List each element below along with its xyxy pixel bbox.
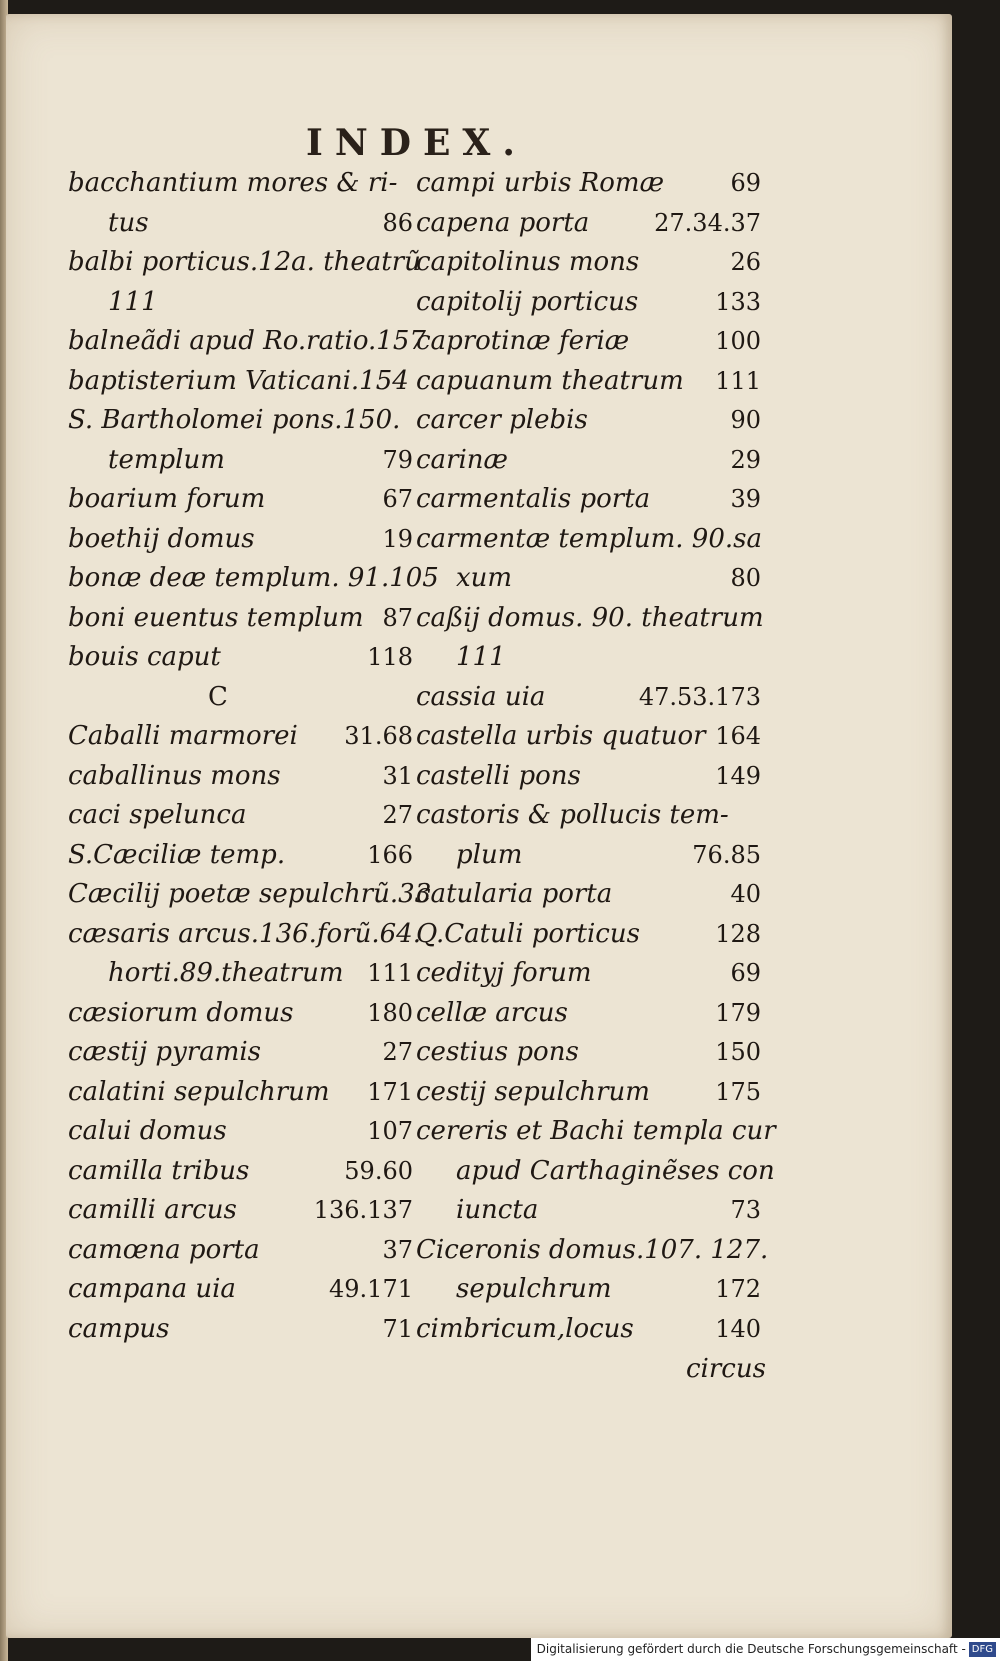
index-term: cestius pons xyxy=(416,1037,579,1067)
index-entry xyxy=(416,875,761,915)
index-entry xyxy=(68,559,439,599)
index-term: capitolinus mons xyxy=(416,247,640,277)
index-entry xyxy=(68,1073,413,1113)
index-page-number: 29 xyxy=(730,445,761,474)
index-entry xyxy=(68,1270,413,1310)
index-page-number: 111 xyxy=(715,366,761,395)
index-entry xyxy=(68,1152,413,1192)
index-term: bouis caput xyxy=(68,642,221,672)
index-entry xyxy=(68,1191,413,1231)
index-entry xyxy=(416,441,761,481)
index-entry xyxy=(416,1033,761,1073)
index-page-number: 140 xyxy=(715,1314,761,1343)
index-page-number: 164 xyxy=(715,722,761,750)
index-term: cæsaris arcus.136.forũ.64. xyxy=(68,918,421,949)
index-term: calatini sepulchrum xyxy=(68,1076,330,1107)
index-entry xyxy=(68,836,413,876)
index-page-number: 79 xyxy=(382,445,413,474)
index-term: bonæ deæ templum. 91.105 xyxy=(68,563,439,593)
digitization-footer xyxy=(531,1638,1000,1661)
index-entry xyxy=(416,1191,761,1231)
index-term: bacchantium mores & ri- xyxy=(68,168,398,198)
index-entry xyxy=(416,559,761,599)
index-term: caci spelunca xyxy=(68,800,247,830)
index-page-number: 86 xyxy=(382,208,413,237)
index-term: C xyxy=(208,681,228,712)
index-entry xyxy=(416,1152,775,1192)
index-page-number: 67 xyxy=(382,485,413,513)
index-page-number: 100 xyxy=(715,327,761,355)
index-term: xum xyxy=(456,563,513,593)
index-term: camœna porta xyxy=(68,1234,260,1265)
index-entry xyxy=(68,283,413,323)
index-term: calui domus xyxy=(68,1116,227,1146)
index-entry xyxy=(68,243,421,283)
index-page-number: 172 xyxy=(715,1275,761,1303)
index-term: cæstij pyramis xyxy=(68,1037,262,1067)
index-page-number: 71 xyxy=(382,1314,413,1343)
index-term: capitolij porticus xyxy=(416,286,639,317)
index-column-left xyxy=(68,164,439,1349)
index-page-number: 26 xyxy=(730,248,761,276)
index-entry xyxy=(416,362,761,402)
index-term: tus xyxy=(108,207,149,238)
index-page-number: 27 xyxy=(382,801,413,829)
index-term: Ciceronis domus.107. 127. xyxy=(416,1234,769,1265)
index-page-number: 90 xyxy=(730,406,761,434)
page-title: INDEX. xyxy=(306,122,527,164)
index-entry xyxy=(416,1310,761,1350)
index-term: capuanum theatrum xyxy=(416,365,684,396)
index-page-number: 27 xyxy=(382,1038,413,1066)
index-entry xyxy=(68,520,413,560)
index-entry xyxy=(68,480,413,520)
index-page-number: 133 xyxy=(715,287,761,316)
index-page-number: 87 xyxy=(382,603,413,632)
index-term: balneãdi apud Ro.ratio.157 xyxy=(68,326,426,356)
index-entry xyxy=(416,638,761,678)
index-page-number: 37 xyxy=(382,1235,413,1264)
index-page-number: 40 xyxy=(730,880,761,908)
index-term: cassia uia xyxy=(416,681,546,712)
index-term: cimbricum,locus xyxy=(416,1313,634,1344)
index-entry xyxy=(416,954,761,994)
index-entry xyxy=(416,796,761,836)
index-entry xyxy=(416,599,764,639)
index-term: sepulchrum xyxy=(456,1274,612,1304)
index-term: 111 xyxy=(108,286,158,317)
index-entry xyxy=(416,757,761,797)
index-term: boni euentus templum xyxy=(68,602,364,633)
index-page-number: 111 xyxy=(367,959,413,987)
index-page-number: 69 xyxy=(730,169,761,197)
index-entry xyxy=(68,401,413,441)
index-entry xyxy=(68,441,413,481)
index-term: carmentæ templum. 90.sa xyxy=(416,523,762,554)
index-page-number: 180 xyxy=(367,998,413,1027)
index-term: castelli pons xyxy=(416,760,581,791)
index-entry xyxy=(416,164,761,204)
index-page-number: 69 xyxy=(730,959,761,987)
index-term: balbi porticus.12a. theatrũ xyxy=(68,247,421,277)
index-term: plum xyxy=(456,839,523,870)
index-page-number: 179 xyxy=(715,998,761,1027)
index-entry xyxy=(416,283,761,323)
index-term: baptisterium Vaticani.154 xyxy=(68,365,409,396)
index-term: campana uia xyxy=(68,1274,236,1304)
index-page-number: 47.53.173 xyxy=(638,682,761,711)
index-page-number: 149 xyxy=(715,761,761,790)
index-entry xyxy=(68,954,413,994)
index-entry xyxy=(68,796,413,836)
index-page-number: 175 xyxy=(715,1077,761,1106)
index-term: castella urbis quatuor xyxy=(416,721,706,751)
index-entry xyxy=(416,243,761,283)
index-entry xyxy=(416,994,761,1034)
index-entry xyxy=(68,1231,413,1271)
index-term: catularia porta xyxy=(416,879,613,909)
index-entry xyxy=(68,204,413,244)
index-entry xyxy=(68,915,421,955)
catchword: circus xyxy=(686,1354,766,1384)
index-term: cellæ arcus xyxy=(416,997,568,1028)
index-page-number: 166 xyxy=(367,840,413,869)
index-entry xyxy=(68,599,413,639)
index-term: carmentalis porta xyxy=(416,484,651,514)
index-term: cæsiorum domus xyxy=(68,997,294,1028)
index-entry xyxy=(416,204,761,244)
index-page-number: 136.137 xyxy=(313,1196,413,1224)
index-letter-heading xyxy=(68,678,413,718)
index-term: caßij domus. 90. theatrum xyxy=(416,602,764,633)
index-term: cedityj forum xyxy=(416,958,592,988)
index-column-right xyxy=(416,164,776,1349)
index-page-number: 171 xyxy=(367,1077,413,1106)
index-page-number: 118 xyxy=(367,643,413,671)
index-page-number: 39 xyxy=(730,485,761,513)
index-term: carcer plebis xyxy=(416,405,588,435)
book-page xyxy=(6,14,952,1638)
index-term: castoris & pollucis tem- xyxy=(416,800,729,830)
index-entry xyxy=(68,638,413,678)
index-entry xyxy=(68,322,426,362)
index-entry xyxy=(416,1073,761,1113)
index-term: Caballi marmorei xyxy=(68,721,298,751)
index-term: cestij sepulchrum xyxy=(416,1076,650,1107)
index-entry xyxy=(416,480,761,520)
index-page-number: 73 xyxy=(730,1196,761,1224)
index-term: boethij domus xyxy=(68,523,255,554)
index-entry xyxy=(416,1112,776,1152)
index-page-number: 150 xyxy=(715,1038,761,1066)
index-term: 111 xyxy=(456,642,506,672)
index-entry xyxy=(68,1112,413,1152)
index-entry xyxy=(416,322,761,362)
index-entry xyxy=(416,915,761,955)
index-page-number: 19 xyxy=(382,524,413,553)
index-page-number: 128 xyxy=(715,919,761,948)
index-term: iuncta xyxy=(456,1195,539,1225)
dfg-logo: DFG xyxy=(969,1642,996,1657)
index-term: templum xyxy=(108,444,225,475)
index-page-number: 31.68 xyxy=(344,722,413,750)
index-term: S.Cæciliæ temp. xyxy=(68,839,286,870)
index-term: capena porta xyxy=(416,207,590,238)
index-entry xyxy=(416,401,761,441)
index-entry xyxy=(416,836,761,876)
index-term: cereris et Bachi templa cur xyxy=(416,1116,776,1146)
index-page-number: 107 xyxy=(367,1117,413,1145)
index-term: caprotinæ feriæ xyxy=(416,326,630,356)
index-term: Cæcilij poetæ sepulchrũ.33 xyxy=(68,879,432,909)
index-entry xyxy=(68,875,432,915)
index-page-number: 80 xyxy=(730,564,761,592)
index-term: campus xyxy=(68,1313,170,1344)
index-page-number: 59.60 xyxy=(344,1156,413,1185)
index-term: carinæ xyxy=(416,444,508,475)
index-term: camilla tribus xyxy=(68,1155,250,1186)
index-entry xyxy=(68,164,413,204)
index-term: Q.Catuli porticus xyxy=(416,918,640,949)
index-entry xyxy=(416,1231,769,1271)
index-entry xyxy=(416,717,761,757)
index-page-number: 31 xyxy=(382,761,413,790)
index-term: caballinus mons xyxy=(68,760,281,791)
index-entry xyxy=(416,520,761,560)
index-entry xyxy=(68,362,413,402)
index-page-number: 76.85 xyxy=(692,840,761,869)
index-entry xyxy=(68,757,413,797)
index-term: boarium forum xyxy=(68,484,266,514)
index-entry xyxy=(68,717,413,757)
index-page-number: 49.171 xyxy=(329,1275,413,1303)
index-entry xyxy=(68,1310,413,1350)
index-term: S. Bartholomei pons.150. xyxy=(68,405,401,435)
index-entry xyxy=(68,994,413,1034)
index-entry xyxy=(68,1033,413,1073)
index-entry xyxy=(416,1270,761,1310)
index-term: horti.89.theatrum xyxy=(108,958,344,988)
index-term: apud Carthaginẽses con xyxy=(456,1155,775,1186)
index-term: camilli arcus xyxy=(68,1195,237,1225)
index-entry xyxy=(416,678,761,718)
index-page-number: 27.34.37 xyxy=(654,208,761,237)
index-term: campi urbis Romæ xyxy=(416,168,665,198)
footer-text: Digitalisierung gefördert durch die Deutsche Forschungsgemeinschaft - xyxy=(536,1642,966,1656)
